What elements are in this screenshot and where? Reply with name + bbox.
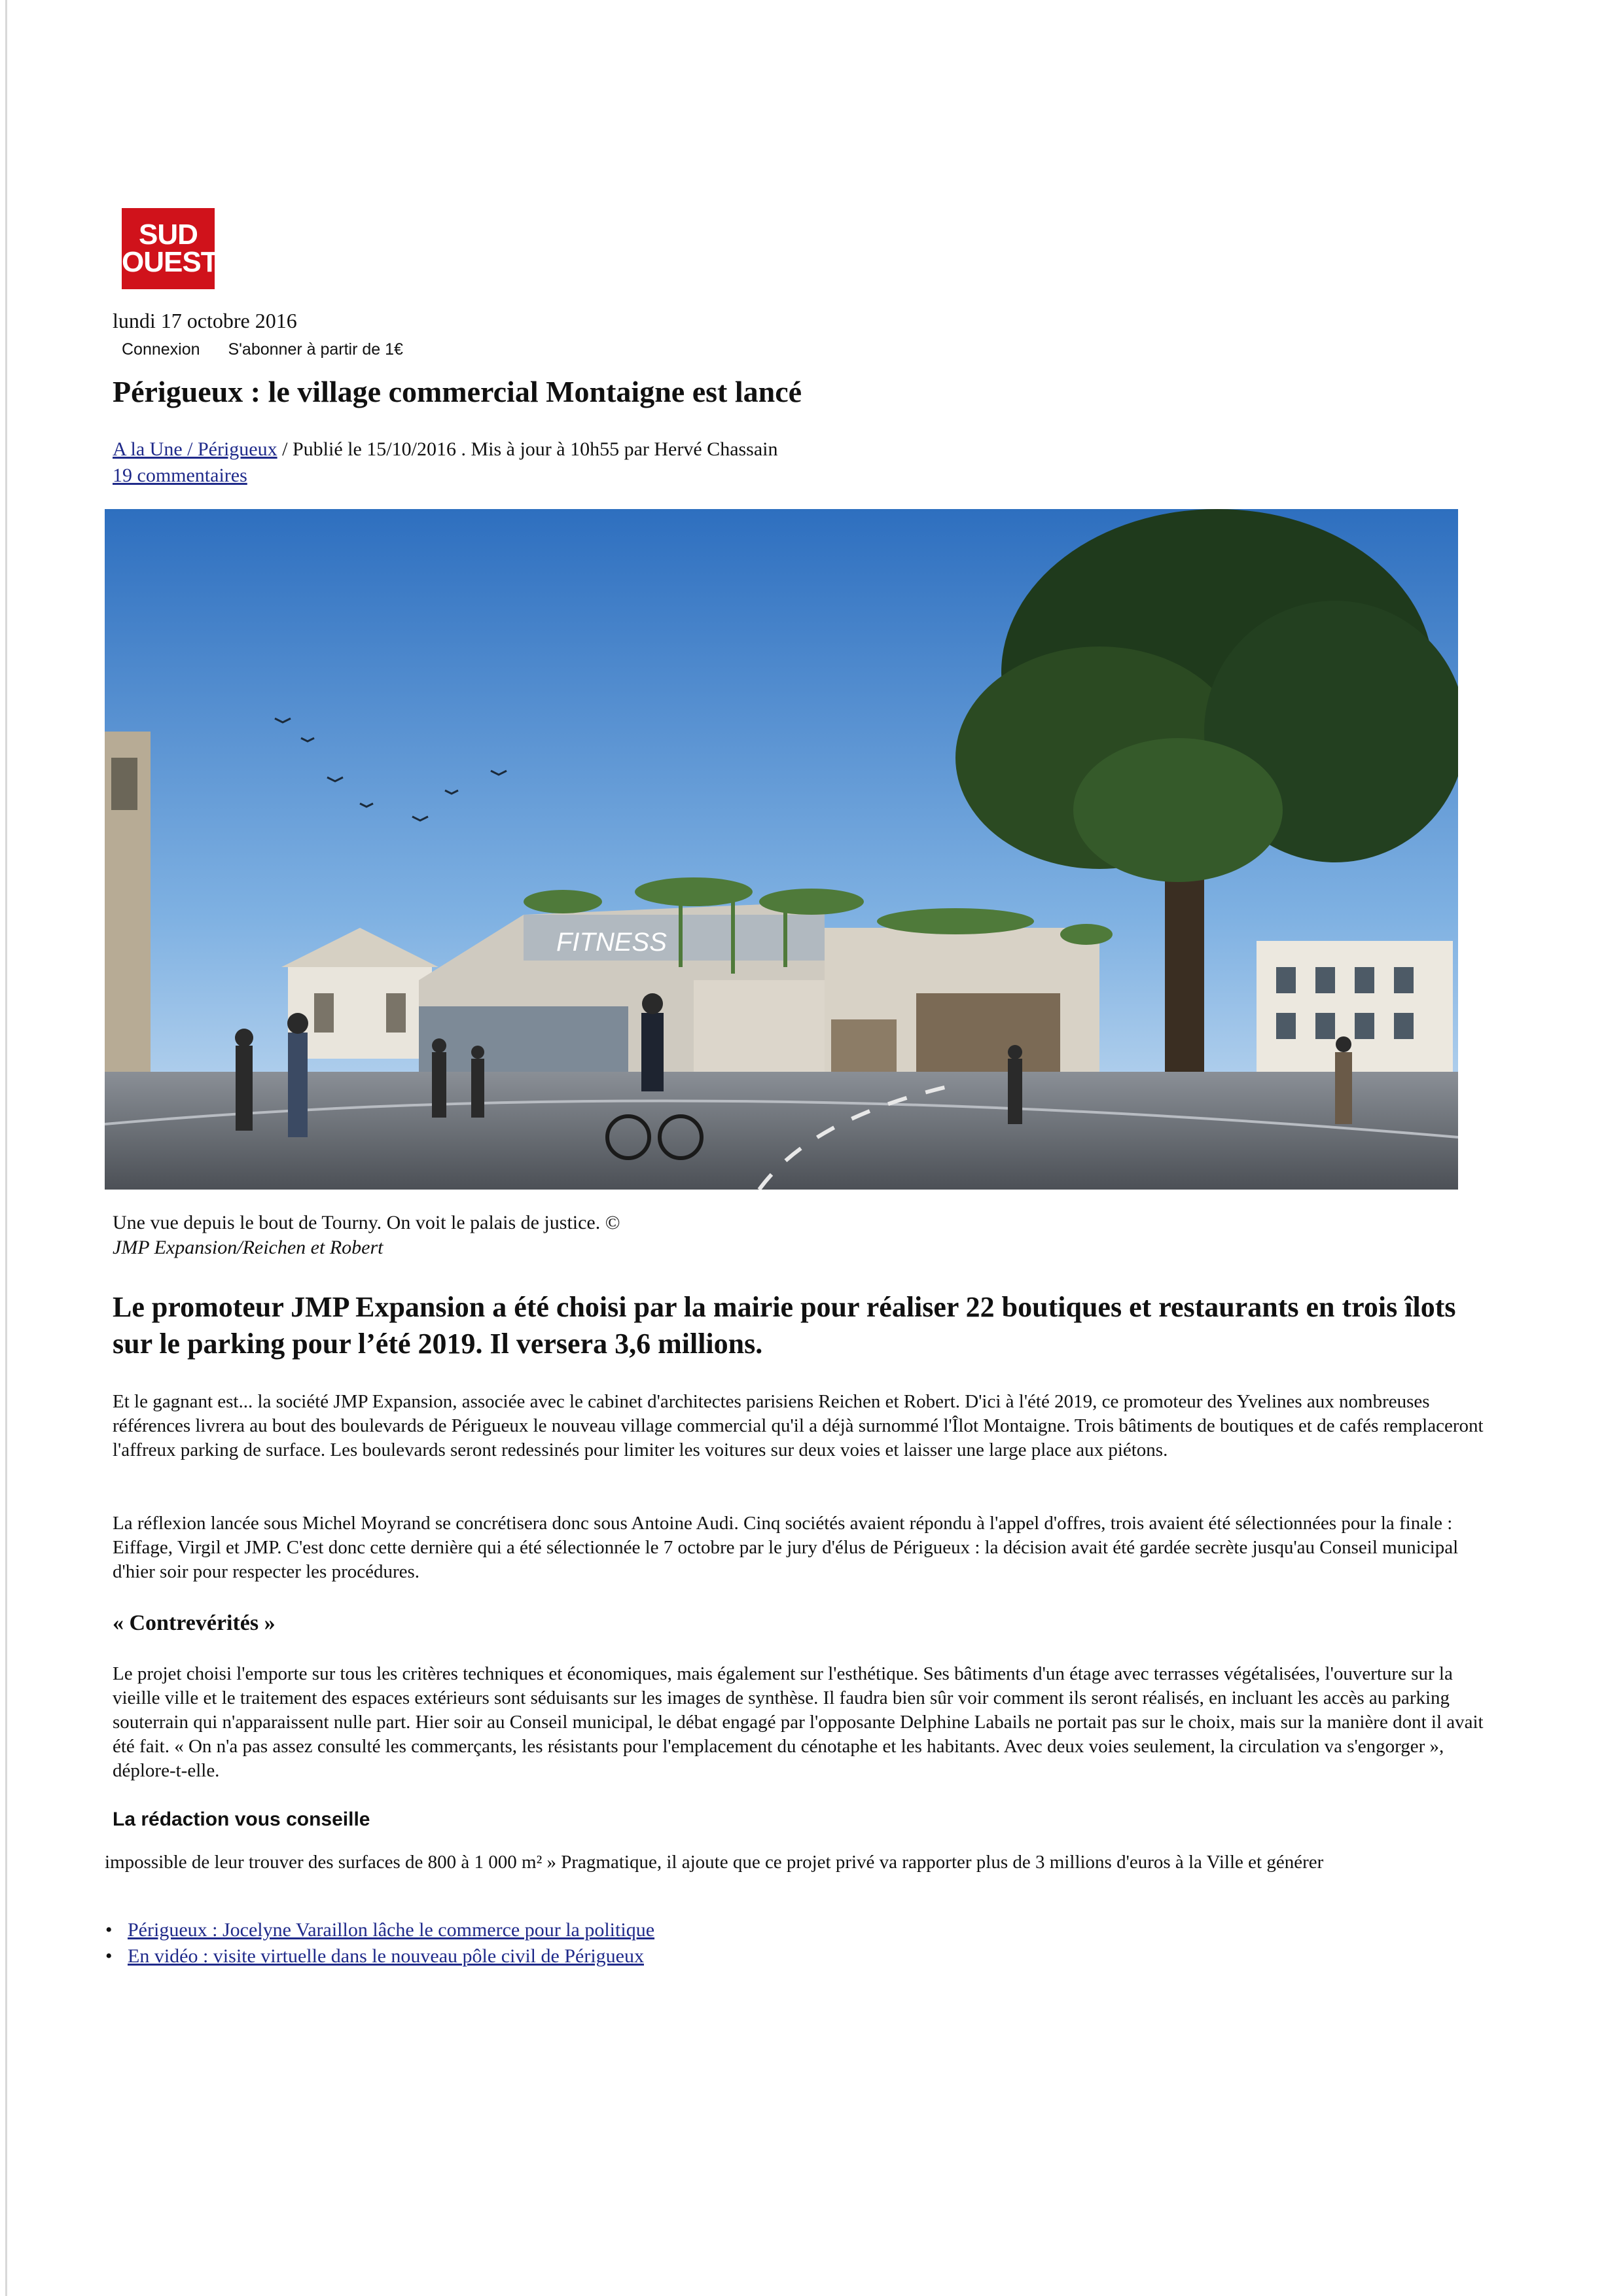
top-nav bbox=[122, 340, 427, 359]
article-title: Périgueux : le village commercial Montaigne est lancé bbox=[113, 375, 802, 408]
related-links bbox=[101, 1917, 654, 1969]
edition-date: lundi 17 octobre 2016 bbox=[113, 309, 297, 332]
logo-line2: OUEST bbox=[122, 246, 218, 278]
related-link-2[interactable]: En vidéo : visite virtuelle dans le nouveau pôle civil de Périgueux bbox=[128, 1945, 644, 1967]
comments-link[interactable]: 19 commentaires bbox=[113, 465, 247, 486]
article-paragraph-1: Et le gagnant est... la société JMP Expansion, associée avec le cabinet d'architectes parisiens Reichen et Robert. D'ici à l'été 2019, ce promoteur des Yvelines aux nombreuses références livrera au bout des boulevards de Périgueux le nouveau village commercial qu'il a déjà surnommé l'Îlot Montaigne. Trois bâtiments de boutiques et de cafés remplaceront l'affreux parking de surface. Les boulevards seront redessinés pour limiter les voitures sur deux voies et laisser une large place aux piétons. bbox=[113, 1391, 1484, 1460]
logo-line1: SUD bbox=[139, 219, 198, 251]
article-image bbox=[105, 509, 1458, 1190]
architectural-rendering bbox=[105, 509, 1458, 1190]
sud-ouest-logo[interactable] bbox=[122, 208, 218, 289]
article-lead: Le promoteur JMP Expansion a été choisi par la mairie pour réaliser 22 boutiques et restaurants en trois îlots sur le parking pour l’été 2019. Il versera 3,6 millions. bbox=[113, 1291, 1456, 1360]
recommend-heading: La rédaction vous conseille bbox=[113, 1809, 370, 1830]
scan-edge bbox=[5, 0, 7, 2296]
fitness-sign: FITNESS bbox=[556, 928, 667, 957]
truncated-paragraph: impossible de leur trouver des surfaces de 800 à 1 000 m² » Pragmatique, il ajoute que ce projet privé va rapporter plus de 3 millions d'euros à la Ville et générer bbox=[105, 1852, 1324, 1873]
article-paragraph-2: La réflexion lancée sous Michel Moyrand se concrétisera donc sous Antoine Audi. Cinq sociétés avaient répondu à l'appel d'offres, trois avaient été sélectionnées pour la finale : Eiffage, Virgil et JMP. C'est donc cette dernière qui a été sélectionnée le 7 octobre par le jury d'élus de Périgueux : la décision avait été gardée secrète jusqu'au Conseil municipal d'hier soir pour respecter les procédures. bbox=[113, 1513, 1459, 1582]
related-link-item bbox=[101, 1943, 654, 1969]
article-paragraph-3: Le projet choisi l'emporte sur tous les critères techniques et économiques, mais également sur l'esthétique. Ses bâtiments d'un étage avec terrasses végétalisées, l'ouverture sur la vieille ville et le traitement des espaces extérieurs sont séduisants sur les images de synthèse. Il faudra bien sûr voir comment ils seront réalisés, en incluant les accès au parking souterrain qui n'apparaissent nulle part. Hier soir au Conseil municipal, le débat engagé par l'opposante Delphine Labails ne portait pas sur le choix, mais sur la manière dont il avait été fait. « On n'a pas assez consulté les commerçants, les résistants pour l'emplacement du cénotaphe et les habitants. Avec deux voies seulement, la circulation va s'engorger », déplore-t-elle. bbox=[113, 1663, 1484, 1781]
related-link-item bbox=[101, 1917, 654, 1943]
section-heading: « Contrevérités » bbox=[113, 1611, 276, 1635]
image-caption bbox=[113, 1210, 620, 1260]
article-meta bbox=[113, 438, 778, 461]
subscribe-link[interactable]: S'abonner à partir de 1€ bbox=[228, 340, 403, 359]
breadcrumb-link[interactable]: A la Une / Périgueux bbox=[113, 438, 277, 460]
caption-credit: JMP Expansion/Reichen et Robert bbox=[113, 1237, 383, 1258]
publish-info: / Publié le 15/10/2016 . Mis à jour à 10h55 par Hervé Chassain bbox=[282, 438, 778, 460]
caption-text: Une vue depuis le bout de Tourny. On voit le palais de justice. © bbox=[113, 1212, 620, 1233]
related-link-1[interactable]: Périgueux : Jocelyne Varaillon lâche le commerce pour la politique bbox=[128, 1919, 655, 1941]
login-link[interactable]: Connexion bbox=[122, 340, 200, 359]
